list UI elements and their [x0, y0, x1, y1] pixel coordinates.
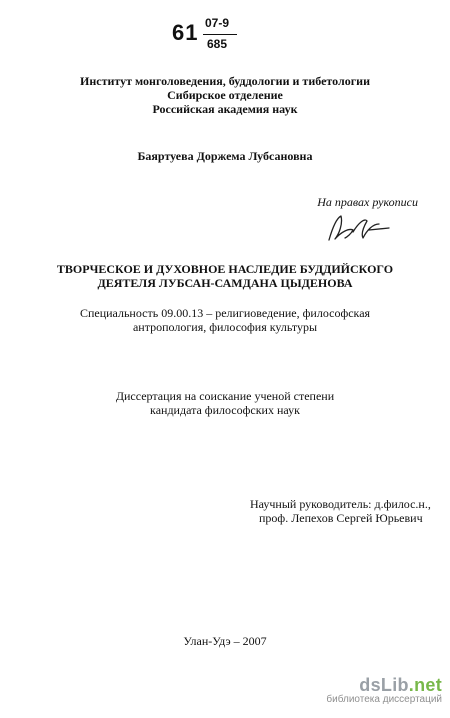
- advisor-line-2: проф. Лепехов Сергей Юрьевич: [259, 511, 423, 525]
- watermark-logo: [326, 675, 442, 696]
- degree-line-2: кандидата философских наук: [150, 403, 300, 417]
- watermark-logo-part2: .net: [408, 675, 442, 695]
- institution-block: [0, 74, 450, 116]
- institution-line-2: Сибирское отделение: [167, 88, 283, 102]
- dissertation-title: [0, 262, 450, 290]
- specialty-line-1: Специальность 09.00.13 – религиоведение, философская: [79, 306, 371, 320]
- specialty-line-2: антропология, философия культуры: [132, 320, 318, 334]
- watermark-tagline: библиотека диссертаций: [326, 694, 442, 705]
- title-line-1: ТВОРЧЕСКОЕ И ДУХОВНОЕ НАСЛЕДИЕ БУДДИЙСКОГО: [56, 262, 394, 276]
- advisor-block: [250, 497, 431, 525]
- rights-note: На правах рукописи: [317, 195, 418, 209]
- institution-line-3: Российская академия наук: [152, 102, 298, 116]
- author-name: Баяртуева Доржема Лубсановна: [137, 149, 313, 163]
- specialty-block: [0, 306, 450, 334]
- watermark: [326, 675, 442, 705]
- catalog-code-main: 61: [172, 20, 199, 45]
- handwritten-signature: [323, 212, 393, 246]
- catalog-code-top: 07-9: [205, 16, 230, 30]
- watermark-logo-part1: dsLib: [359, 675, 409, 695]
- catalog-code-divider: [203, 34, 237, 35]
- city-year: Улан-Удэ – 2007: [183, 634, 267, 648]
- catalog-code-bottom: 685: [207, 37, 228, 51]
- degree-line-1: Диссертация на соискание ученой степени: [115, 389, 335, 403]
- advisor-line-1: Научный руководитель: д.филос.н.,: [250, 497, 431, 511]
- institution-line-1: Институт монголоведения, буддологии и тибетологии: [80, 74, 370, 88]
- title-line-2: ДЕЯТЕЛЯ ЛУБСАН-САМДАНА ЦЫДЕНОВА: [97, 276, 353, 290]
- degree-block: [0, 389, 450, 417]
